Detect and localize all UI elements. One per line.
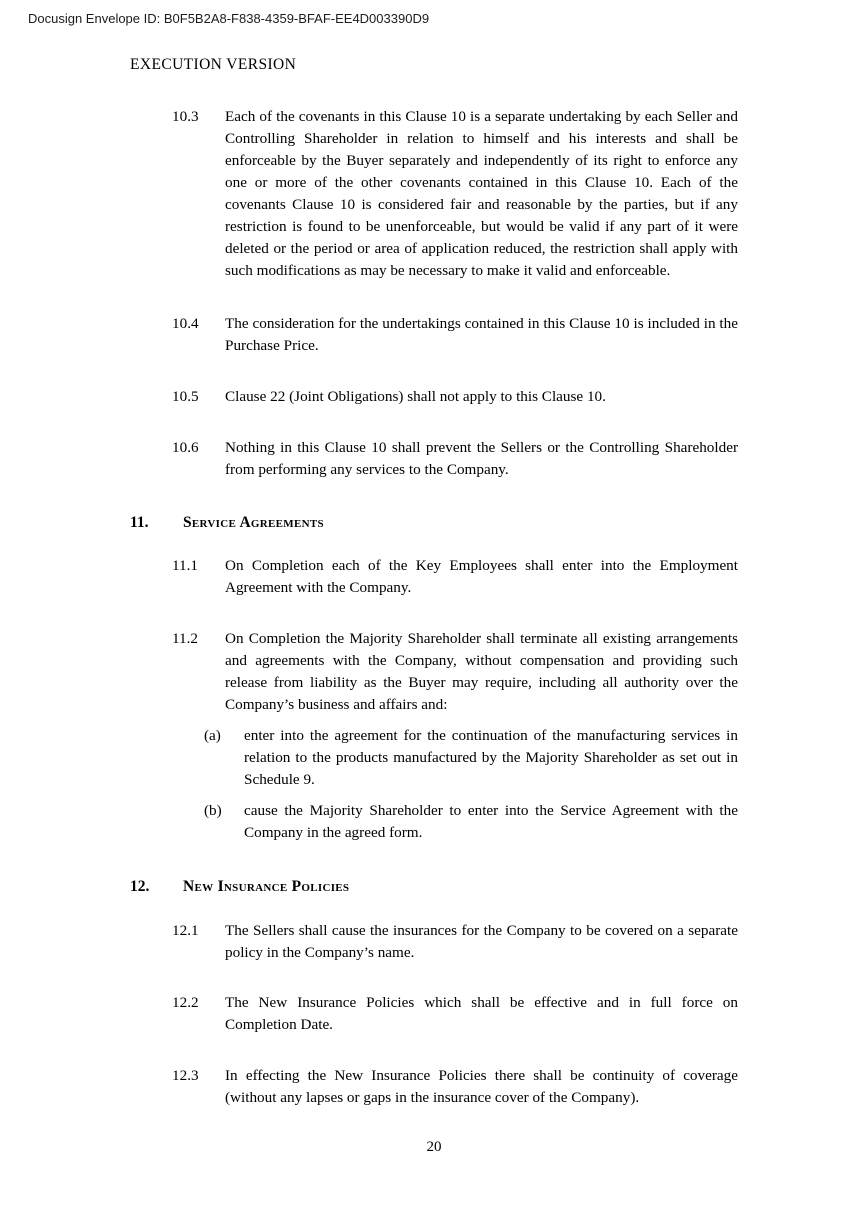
section-title: New Insurance Policies (183, 878, 350, 895)
section-number: 12. (130, 878, 150, 895)
clause-number: 12.3 (172, 1067, 199, 1084)
clause-number: 10.6 (172, 439, 199, 456)
page-number: 20 (426, 1139, 442, 1155)
clause-number: 10.5 (172, 388, 199, 405)
section-heading-11 (130, 512, 750, 534)
clause-10-6 (172, 437, 738, 481)
subclause-label: (a) (204, 727, 221, 744)
clause-text: The Sellers shall cause the insurances for the Company to be covered on a separate policy in the Company’s name. (225, 922, 738, 961)
subclause-11-2-a (204, 725, 738, 791)
clause-text: Nothing in this Clause 10 shall prevent the Sellers or the Controlling Shareholder from performing any services to the Company. (225, 439, 738, 478)
clause-text: In effecting the New Insurance Policies there shall be continuity of coverage (without any lapses or gaps in the insurance cover of the Company). (225, 1067, 738, 1106)
clause-text: The consideration for the undertakings contained in this Clause 10 is included in the Purchase Price. (225, 315, 738, 354)
clause-11-1 (172, 555, 738, 599)
clause-number: 11.2 (172, 630, 199, 647)
clause-11-2 (172, 628, 738, 716)
clause-number: 12.2 (172, 994, 199, 1011)
subclause-11-2-b (204, 800, 738, 844)
clause-12-1 (172, 920, 738, 964)
subclause-text: cause the Majority Shareholder to enter into the Service Agreement with the Company in the agreed form. (244, 802, 738, 841)
execution-version-label: EXECUTION VERSION (130, 56, 297, 73)
clause-text: Each of the covenants in this Clause 10 is a separate undertaking by each Seller and Controlling Shareholder in relation to himself and his interests and shall be enforceable by the Buyer separately and independently of its right to enforce any one or more of the other covenants contained in this Clause 10. Each of the covenants Clause 10 is considered fair and reasonable by the parties, but if any restriction is found to be unenforceable, but would be valid if any part of it were deleted or the period or area of application reduced, the restriction shall apply with such modifications as may be necessary to make it valid and enforceable. (225, 108, 738, 279)
clause-10-3 (172, 106, 738, 282)
subclause-text: enter into the agreement for the continuation of the manufacturing services in relation to the products manufactured by the Majority Shareholder as set out in Schedule 9. (244, 727, 738, 788)
clause-number: 10.4 (172, 315, 199, 332)
clause-number: 11.1 (172, 557, 199, 574)
clause-text: On Completion each of the Key Employees shall enter into the Employment Agreement with the Company. (225, 557, 738, 596)
section-number: 11. (130, 514, 149, 531)
clause-12-2 (172, 992, 738, 1036)
clause-text: On Completion the Majority Shareholder shall terminate all existing arrangements and agreements with the Company, without compensation and providing such release from liability as the Buyer may require, including all authority over the Company’s business and affairs and: (225, 630, 738, 713)
section-heading-12 (130, 876, 750, 898)
section-title: Service Agreements (183, 514, 324, 531)
clause-text: Clause 22 (Joint Obligations) shall not apply to this Clause 10. (225, 388, 606, 405)
clause-12-3 (172, 1065, 738, 1109)
clause-10-4 (172, 313, 738, 357)
clause-text: The New Insurance Policies which shall be effective and in full force on Completion Date. (225, 994, 738, 1033)
clause-number: 10.3 (172, 108, 199, 125)
clause-10-5 (172, 386, 738, 408)
docusign-envelope-id: Docusign Envelope ID: B0F5B2A8-F838-4359-BFAF-EE4D003390D9 (28, 11, 430, 26)
clause-number: 12.1 (172, 922, 199, 939)
subclause-label: (b) (204, 802, 222, 819)
